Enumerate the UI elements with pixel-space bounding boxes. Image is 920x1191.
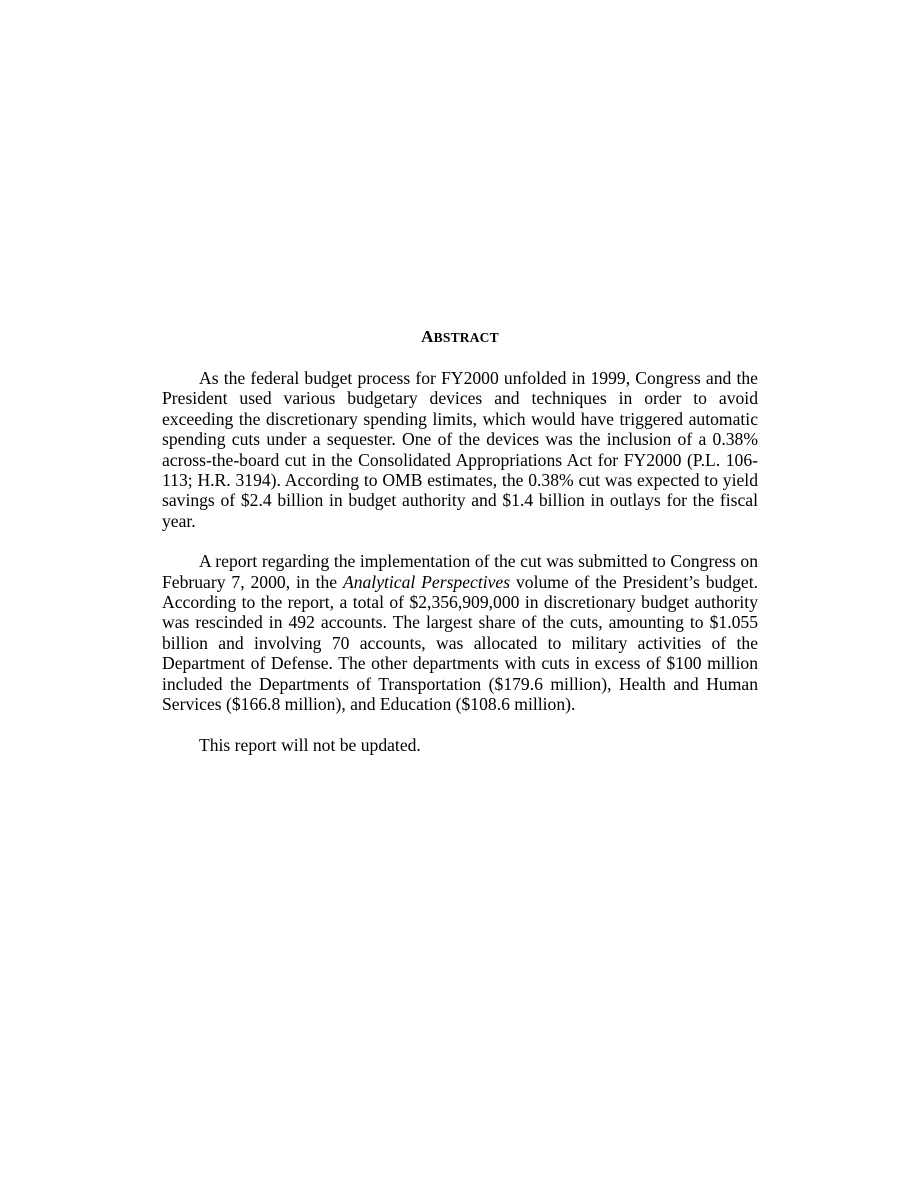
abstract-paragraph-2 <box>162 551 758 714</box>
publication-title: Analytical Perspectives <box>342 571 511 592</box>
abstract-paragraph-3: This report will not be updated. <box>199 734 421 755</box>
paragraph-2-intro: A report regarding the implementation of the cut was submitted to Congress on February 7, 2000, in the <box>162 551 758 592</box>
heading-initial: A <box>421 327 434 346</box>
abstract-heading <box>162 328 758 347</box>
abstract-paragraph-1: As the federal budget process for FY2000 unfolded in 1999, Congress and the President used various budgetary devices and techniques in order to avoid exceeding the discretionary spending limits, which would have triggered automatic spending cuts under a sequester. One of the devices was the inclusion of a 0.38% across-the-board cut in the Consolidated Appropriations Act for FY2000 (P.L. 106-113; H.R. 3194). According to OMB estimates, the 0.38% cut was expected to yield savings of $2.4 billion in budget authority and $1.4 billion in outlays for the fiscal year. <box>162 368 758 531</box>
heading-rest: BSTRACT <box>433 330 499 345</box>
paragraph-2-body: volume of the President’s budget. According to the report, a total of $2,356,909,000 in discretionary budget authority was rescinded in 492 accounts. The largest share of the cuts, amounting to $1.055 billion and involving 70 accounts, was allocated to military activities of the Department of Defense. The other departments with cuts in excess of $100 million included the Departments of Transportation ($179.6 million), Health and Human Services ($166.8 million), and Education ($108.6 million). <box>162 571 758 715</box>
abstract-section <box>162 328 758 755</box>
